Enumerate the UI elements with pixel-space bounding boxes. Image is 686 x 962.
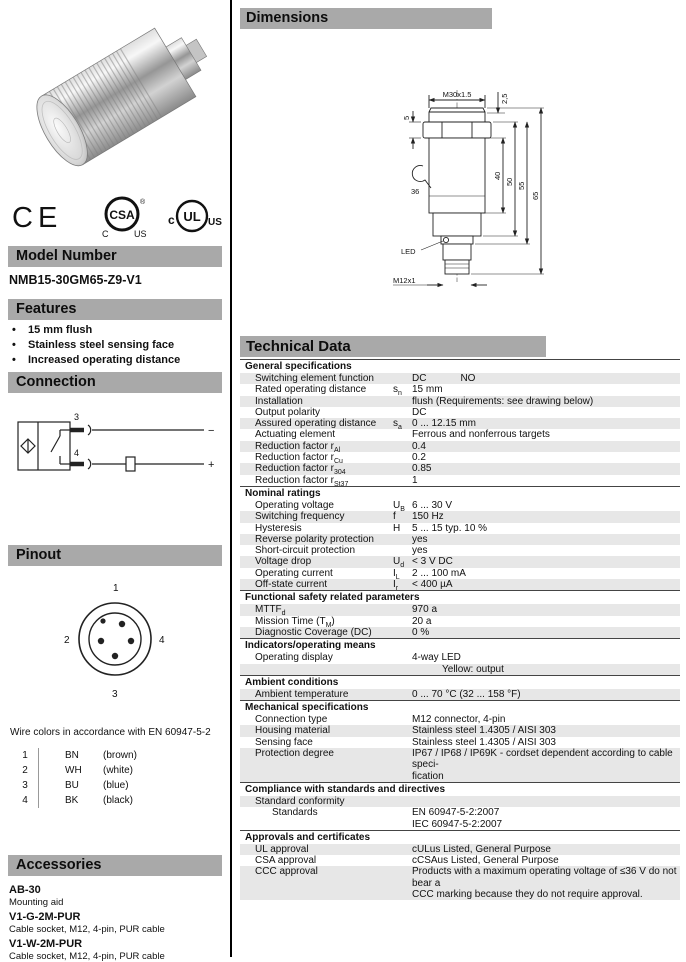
accessory-name: AB-30 [9, 884, 41, 896]
pin-4-dot [128, 638, 134, 644]
spec-value: 0 ... 70 °C (32 ... 158 °F) [412, 688, 521, 700]
accessory-item [9, 938, 223, 962]
spec-value: Ferrous and nonferrous targets [412, 429, 550, 441]
ul-us-label: US [208, 217, 222, 228]
spec-value: < 3 V DC [412, 556, 453, 568]
spec-value: < 400 µA [412, 579, 453, 591]
wire-pin: 1 [22, 750, 28, 761]
section-header-dimensions: Dimensions [240, 8, 492, 29]
spec-label: Connection type [255, 714, 328, 726]
spec-label: Reduction factor $r_{Al}$ [255, 440, 341, 454]
features-list [10, 323, 220, 368]
spec-value: flush (Requirements: see drawing below) [412, 395, 594, 407]
spec-value: 970 a [412, 604, 438, 616]
spec-symbol [393, 855, 412, 866]
spec-symbol [393, 844, 412, 855]
spec-row [240, 407, 680, 418]
spec-symbol [393, 452, 412, 463]
column-divider [230, 0, 232, 957]
spec-section-header: Compliance with standards and directives [240, 782, 680, 796]
spec-row [240, 545, 680, 556]
spec-value: M12 connector, 4-pin [412, 714, 506, 726]
connector-key-dot [100, 618, 105, 623]
sensor-symbol-icon [21, 439, 35, 453]
spec-label: Hysteresis [255, 522, 302, 534]
spec-label: Switching frequency [255, 511, 345, 523]
spec-value: DC NO [412, 373, 476, 384]
pinout-label-4: 4 [159, 635, 165, 646]
spec-symbol: $I_r$ [393, 579, 399, 593]
spec-label: Rated operating distance [255, 384, 367, 396]
wire-colors-note: Wire colors in accordance with EN 60947-5-2 [10, 727, 211, 738]
spec-symbol [393, 652, 412, 663]
spec-row [240, 441, 680, 452]
accessory-item [9, 884, 223, 908]
wire-code: BK [65, 795, 79, 806]
section-header-connection: Connection [8, 372, 222, 393]
wire-pin: 3 [22, 780, 28, 791]
spec-row [240, 714, 680, 725]
spec-row [240, 627, 680, 638]
spec-symbol [393, 725, 412, 736]
spec-symbol [393, 616, 412, 627]
spec-symbol [393, 737, 412, 748]
spec-value: yes [412, 545, 428, 557]
spec-label: CCC approval [255, 866, 318, 878]
csa-us-label: US [134, 229, 147, 239]
spec-row [240, 511, 680, 522]
switch-symbol-icon [51, 430, 70, 464]
wrench-icon [412, 166, 431, 188]
pin-3-dot [112, 653, 118, 659]
spec-row [240, 844, 680, 855]
spec-label: Mission Time $(T_M)$ [255, 615, 335, 629]
load-symbol-icon [126, 457, 135, 471]
spec-row [240, 568, 680, 579]
wire-name: (black) [103, 795, 134, 806]
spec-label: Operating display [255, 652, 333, 664]
spec-value: EN 60947-5-2:2007 IEC 60947-5-2:2007 [412, 807, 503, 830]
spec-label: Ambient temperature [255, 688, 349, 700]
spec-symbol: $U_d$ [393, 556, 405, 570]
model-number-value: NMB15-30GM65-Z9-V1 [9, 273, 142, 287]
spec-label: CSA approval [255, 855, 317, 867]
spec-value: 15 mm [412, 384, 443, 396]
spec-symbol: f [393, 511, 396, 523]
spec-row [240, 523, 680, 534]
dim-wrench-36: 36 [411, 187, 420, 196]
spec-value: cCSAus Listed, General Purpose [412, 855, 559, 867]
terminal-4-label: 4 [74, 448, 80, 458]
csa-registered-icon: ® [140, 199, 146, 206]
spec-row [240, 579, 680, 593]
spec-symbol: $s_n$ [393, 384, 402, 398]
spec-label: Operating current [255, 567, 333, 579]
wire-color-row [12, 778, 137, 793]
spec-symbol [393, 396, 412, 407]
spec-value: 6 ... 30 V [412, 499, 453, 511]
spec-section-header: Functional safety related parameters [240, 590, 680, 604]
spec-row [240, 807, 680, 830]
wire-pin: 2 [22, 765, 28, 776]
spec-row [240, 452, 680, 466]
spec-value: Yellow: output [442, 663, 504, 675]
spec-label: Protection degree [255, 748, 334, 760]
minus-label: − [208, 425, 215, 437]
spec-symbol [393, 407, 412, 418]
spec-section-header: Ambient conditions [240, 675, 680, 689]
spec-row [240, 475, 680, 486]
spec-row [240, 429, 680, 440]
dim-5: 5 [402, 115, 411, 120]
spec-symbol [393, 373, 412, 384]
accessory-desc: Cable socket, M12, 4-pin, PUR cable [9, 951, 165, 962]
accessory-item [9, 911, 223, 935]
spec-symbol: $U_B$ [393, 499, 405, 513]
certification-marks [10, 192, 222, 243]
csa-label: CSA [109, 208, 135, 222]
spec-row [240, 664, 680, 675]
spec-value: 1 [412, 474, 418, 486]
spec-symbol [393, 627, 412, 638]
spec-label: Housing material [255, 725, 331, 737]
ul-mark-icon [168, 201, 222, 231]
spec-row [240, 689, 680, 700]
spec-label: Switching element function [255, 373, 374, 384]
spec-row [240, 396, 680, 407]
spec-section-header: Mechanical specifications [240, 700, 680, 714]
spec-row [240, 384, 680, 398]
spec-row [240, 534, 680, 545]
dim-65: 65 [531, 191, 540, 200]
spec-row [240, 463, 680, 477]
wire-colors-table [12, 748, 137, 808]
spec-label: Short-circuit protection [255, 545, 356, 557]
spec-value: 150 Hz [412, 511, 444, 523]
dim-50: 50 [505, 177, 514, 186]
spec-row [240, 737, 680, 748]
spec-row [240, 500, 680, 511]
wire-name: (blue) [103, 780, 129, 791]
pinout-label-1: 1 [113, 583, 119, 594]
spec-label: Reverse polarity protection [255, 533, 374, 545]
spec-symbol [393, 475, 412, 486]
pin-1-dot [119, 621, 125, 627]
spec-value: 0.2 [412, 452, 426, 464]
spec-symbol [393, 689, 412, 700]
spec-symbol [393, 748, 412, 782]
spec-value: Stainless steel 1.4305 / AISI 303 [412, 736, 556, 748]
wire-color-row [12, 793, 137, 808]
pin-2-dot [98, 638, 104, 644]
dim-thread-bottom: M12x1 [393, 276, 416, 285]
spec-symbol [393, 429, 412, 440]
terminal-3-label: 3 [74, 412, 80, 422]
accessory-name: V1-W-2M-PUR [9, 938, 83, 950]
pinout-label-2: 2 [64, 635, 70, 646]
spec-row [240, 855, 680, 866]
spec-value: DC [412, 406, 427, 418]
accessory-desc: Mounting aid [9, 897, 64, 908]
spec-symbol [393, 441, 412, 452]
accessory-name: V1-G-2M-PUR [9, 911, 81, 923]
spec-row [240, 652, 680, 663]
section-header-model-number: Model Number [8, 246, 222, 267]
technical-data-table [240, 359, 680, 900]
spec-symbol [393, 463, 412, 474]
spec-label [255, 664, 393, 675]
spec-label: Sensing face [255, 736, 313, 748]
spec-value: Stainless steel 1.4305 / AISI 303 [412, 725, 556, 737]
spec-symbol [393, 714, 412, 725]
section-header-pinout: Pinout [8, 545, 222, 566]
dimensions-drawing [385, 78, 600, 301]
spec-symbol [393, 534, 412, 545]
spec-value: 0.85 [412, 463, 432, 475]
spec-symbol [393, 604, 412, 615]
spec-value: 0.4 [412, 440, 426, 452]
accessory-desc: Cable socket, M12, 4-pin, PUR cable [9, 924, 165, 935]
spec-symbol [393, 545, 412, 556]
spec-value: Products with a maximum operating voltage of ≤36 V do not bear a CCC marking because they do not require approval. [412, 866, 677, 900]
wire-code: BU [65, 780, 79, 791]
spec-row [240, 604, 680, 618]
ce-label: CE [12, 202, 63, 234]
spec-row [240, 725, 680, 736]
csa-c-label: C [102, 229, 109, 239]
wire-name: (white) [103, 765, 134, 776]
spec-label: Standards [272, 807, 318, 819]
spec-row [240, 373, 680, 384]
spec-value: 20 a [412, 615, 432, 627]
spec-label: Voltage drop [255, 556, 312, 568]
spec-label: Reduction factor $r_{St37}$ [255, 474, 349, 488]
spec-value: 2 ... 100 mA [412, 567, 466, 579]
spec-label: Diagnostic Coverage (DC) [255, 626, 372, 638]
led-label: LED [401, 247, 416, 256]
section-header-technical-data: Technical Data [240, 336, 546, 357]
ce-mark-icon [12, 202, 62, 234]
spec-label: Reduction factor $r_{304}$ [255, 463, 346, 477]
spec-symbol: H [393, 522, 401, 534]
spec-symbol [393, 866, 412, 900]
ul-label: UL [183, 209, 201, 224]
spec-row [240, 796, 680, 807]
spec-label: UL approval [255, 843, 309, 855]
feature-item: • 15 mm flush [10, 323, 220, 338]
spec-label: Actuating element [255, 429, 336, 441]
spec-row [240, 418, 680, 432]
plus-label: + [208, 459, 215, 471]
spec-label: Installation [255, 395, 303, 407]
spec-value: yes [412, 533, 428, 545]
spec-row [240, 748, 680, 782]
spec-symbol [393, 796, 412, 807]
spec-value [412, 796, 680, 807]
pinout-diagram [40, 575, 190, 713]
wire-pin: 4 [22, 795, 28, 806]
section-header-features: Features [8, 299, 222, 320]
wire-color-row [12, 763, 137, 778]
spec-section-header: Approvals and certificates [240, 830, 680, 844]
wire-code: BN [65, 750, 79, 761]
spec-value: 4-way LED [412, 652, 461, 664]
spec-value: IP67 / IP68 / IP69K - cordset dependent according to cable speci- fication [412, 748, 673, 782]
wire-name: (brown) [103, 750, 137, 761]
accessories-list [9, 881, 223, 962]
spec-label: Operating voltage [255, 499, 334, 511]
spec-label: $MTTF_d$ [255, 604, 286, 618]
spec-value: 0 ... 12.15 mm [412, 418, 476, 430]
feature-item: • Stainless steel sensing face [10, 338, 220, 353]
spec-value: 5 ... 15 typ. 10 % [412, 522, 488, 534]
pinout-label-3: 3 [112, 689, 118, 700]
csa-mark-icon [102, 198, 147, 239]
spec-symbol: $I_L$ [393, 567, 400, 581]
spec-label: Reduction factor $r_{Cu}$ [255, 452, 343, 466]
section-header-accessories: Accessories [8, 855, 222, 876]
spec-symbol [393, 807, 412, 830]
spec-row [240, 556, 680, 570]
spec-symbol: $s_a$ [393, 418, 402, 432]
spec-label: Assured operating distance [255, 418, 377, 430]
product-photo [6, 6, 226, 194]
dim-40: 40 [493, 171, 502, 180]
spec-section-header: General specifications [240, 359, 680, 373]
spec-symbol [393, 664, 412, 675]
sensor-product-image [6, 6, 226, 191]
connection-diagram [8, 408, 223, 506]
dim-55: 55 [517, 181, 526, 190]
spec-row [240, 866, 680, 900]
spec-row [240, 616, 680, 627]
spec-label: Output polarity [255, 406, 321, 418]
wire-code: WH [65, 765, 82, 776]
spec-label: Standard conformity [255, 795, 345, 807]
spec-section-header: Indicators/operating means [240, 638, 680, 652]
feature-item: • Increased operating distance [10, 353, 220, 368]
spec-value: 0 % [412, 626, 430, 638]
wire-color-row [12, 748, 137, 763]
dim-2-5: 2,5 [500, 93, 509, 104]
dim-thread-top: M30x1.5 [442, 90, 472, 99]
ul-c-label: c [168, 213, 175, 227]
spec-section-header: Nominal ratings [240, 486, 680, 500]
spec-label: Off-state current [255, 579, 328, 591]
spec-value: cULus Listed, General Purpose [412, 843, 551, 855]
